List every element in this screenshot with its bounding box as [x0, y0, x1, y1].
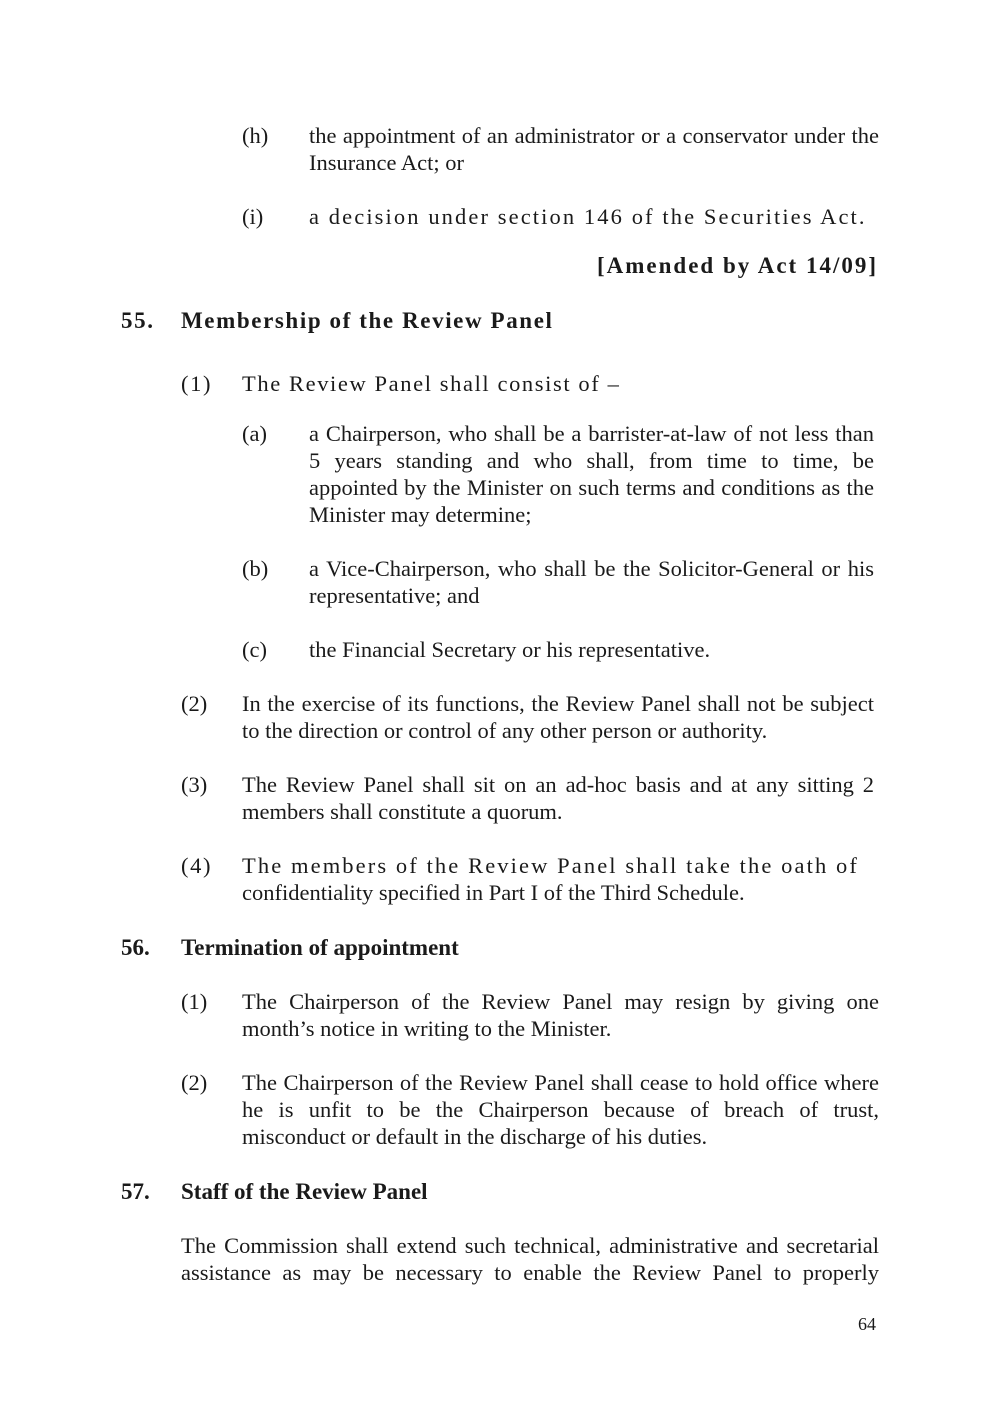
item-label-c: (c) — [242, 637, 267, 662]
sub-55-1-label: (1) — [181, 371, 213, 396]
sub-56-2-label: (2) — [181, 1070, 208, 1095]
sub-56-1-label: (1) — [181, 989, 208, 1014]
item-text-b: a Vice-Chairperson, who shall be the Solicitor-General or his representative; and — [309, 556, 874, 608]
sub-55-2-text: In the exercise of its functions, the Review Panel shall not be subject to the direction or control of any other person or authority. — [242, 691, 874, 743]
item-text-c: the Financial Secretary or his representative. — [309, 637, 711, 662]
sub-55-1-text: The Review Panel shall consist of – — [242, 371, 621, 396]
item-text-a: a Chairperson, who shall be a barrister-at-law of not less than 5 years standing and who shall, from time to time, be appointed by the Minister on such terms and conditions as the Minister may determine; — [309, 421, 874, 527]
page-number: 64 — [858, 1314, 876, 1334]
section-57-text: The Commission shall extend such technical, administrative and secretarial assistance as may be necessary to enable the Review Panel to properly — [181, 1233, 879, 1285]
item-label-b: (b) — [242, 556, 269, 581]
item-text-i: a decision under section 146 of the Securities Act. — [309, 204, 867, 229]
section-55-title: Membership of the Review Panel — [181, 308, 554, 333]
sub-55-4-text — [242, 852, 874, 906]
section-56-number: 56. — [121, 935, 150, 960]
sub-55-4-line-2: confidentiality specified in Part I of the Third Schedule. — [242, 880, 745, 905]
sub-56-1-text: The Chairperson of the Review Panel may resign by giving one month’s notice in writing to the Minister. — [242, 989, 879, 1041]
section-57-number: 57. — [121, 1179, 150, 1204]
sub-55-2-label: (2) — [181, 691, 208, 716]
sub-55-3-text: The Review Panel shall sit on an ad-hoc basis and at any sitting 2 members shall constitute a quorum. — [242, 772, 874, 824]
sub-56-2-text: The Chairperson of the Review Panel shall cease to hold office where he is unfit to be the Chairperson because of breach of trust, misconduct or default in the discharge of his duties. — [242, 1070, 879, 1149]
sub-55-4-line: The members of the Review Panel shall take the oath of — [242, 853, 859, 878]
sub-55-3-label: (3) — [181, 772, 208, 797]
item-label-h: (h) — [242, 123, 269, 148]
item-label-a: (a) — [242, 421, 267, 446]
sub-55-4-label: (4) — [181, 853, 213, 878]
amendment-note: [Amended by Act 14/09] — [596, 253, 878, 278]
section-57-title: Staff of the Review Panel — [181, 1179, 428, 1204]
item-text-h: the appointment of an administrator or a conservator under the Insurance Act; or — [309, 123, 879, 175]
item-label-i: (i) — [242, 204, 264, 229]
section-56-title: Termination of appointment — [181, 935, 459, 960]
section-55-number: 55. — [121, 308, 155, 333]
